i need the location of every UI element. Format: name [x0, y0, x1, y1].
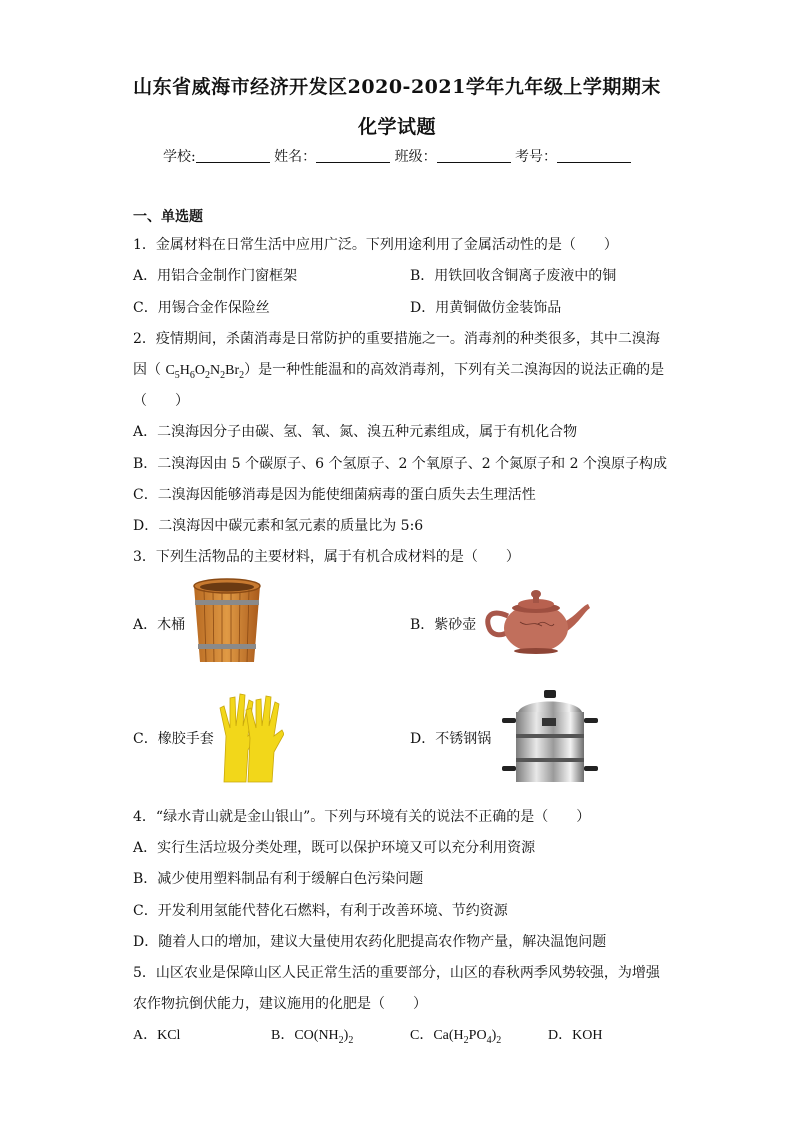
q1-option-a: A．用铝合金制作门窗框架 [133, 268, 298, 284]
q1-stem: 1．金属材料在日常生活中应用广泛。下列用途利用了金属活动性的是（ ） [133, 237, 618, 253]
q5-option-c: C．$Ca(H_2PO_4)_2$ [410, 1028, 502, 1046]
q3-option-a: A．木桶 [133, 617, 186, 633]
q4-option-a: A．实行生活垃圾分类处理，既可以保护环境又可以充分利用资源 [133, 840, 536, 856]
class-blank[interactable] [437, 148, 511, 163]
q4-stem: 4．“绿水青山就是金山银山”。下列与环境有关的说法不正确的是（ ） [133, 809, 591, 825]
q2-option-c: C．二溴海因能够消毒是因为能使细菌病毒的蛋白质失去生理活性 [133, 487, 536, 503]
student-info-row [0, 146, 794, 166]
q3-option-d: D．不锈钢锅 [410, 731, 492, 747]
q4-option-d: D．随着人口的增加，建议大量使用农药化肥提高农作物产量，解决温饱问题 [133, 934, 607, 950]
q1-option-c: C．用锡合金作保险丝 [133, 300, 270, 316]
q3-option-b: B．紫砂壶 [410, 617, 477, 633]
q2-stem-pre: 因（ [133, 362, 166, 378]
q2-option-b: B．二溴海因由 5 个碳原子、6 个氢原子、2 个氧原子、2 个氮原子和 2 个溴原子构成 [133, 456, 667, 472]
q2-stem-line-3: （ ） [133, 393, 189, 409]
school-label: 学校: [162, 149, 196, 165]
q4-option-b: B．减少使用塑料制品有利于缓解白色污染问题 [133, 871, 424, 887]
section-heading: 一、单选题 [133, 209, 203, 225]
q2-option-a: A．二溴海因分子由碳、氢、氧、氮、溴五种元素组成，属于有机化合物 [133, 424, 578, 440]
q4-option-c: C．开发利用氢能代替化石燃料，有利于改善环境、节约资源 [133, 903, 508, 919]
q5-option-a: A．KCl [133, 1028, 181, 1043]
q3-stem: 3．下列生活物品的主要材料，属于有机合成材料的是（ ） [133, 549, 520, 565]
school-blank[interactable] [196, 148, 270, 163]
q1-option-d: D．用黄铜做仿金装饰品 [410, 300, 562, 316]
q5-option-d: D．KOH [548, 1028, 603, 1043]
wooden-bucket-image [190, 576, 264, 666]
q2-stem-line-1: 2．疫情期间，杀菌消毒是日常防护的重要措施之一。消毒剂的种类很多，其中二溴海 [133, 331, 660, 347]
q5-option-b: B．$CO(NH_2)_2$ [271, 1028, 354, 1046]
q2-option-d: D．二溴海因中碳元素和氢元素的质量比为 5:6 [133, 518, 424, 534]
teapot-image [480, 578, 592, 658]
name-blank[interactable] [316, 148, 390, 163]
q1-option-b: B．用铁回收含铜离子废液中的铜 [410, 268, 617, 284]
q5-stem-line-2: 农作物抗倒伏能力，建议施用的化肥是（ ） [133, 996, 427, 1012]
class-label: 班级： [394, 149, 437, 165]
steel-pot-image [498, 688, 602, 786]
exam-no-label: 考号： [515, 149, 558, 165]
name-label: 姓名： [274, 149, 317, 165]
q3-option-c: C．橡胶手套 [133, 731, 214, 747]
q5-stem-line-1: 5．山区农业是保障山区人民正常生活的重要部分，山区的春秋两季风势较强，为增强 [133, 965, 660, 981]
title-line-1: 山东省威海市经济开发区2020-2021学年九年级上学期期末 [133, 76, 661, 98]
q2-stem-post: ）是一种性能温和的高效消毒剂，下列有关二溴海因的说法正确的是 [244, 362, 665, 378]
rubber-gloves-image [216, 688, 284, 786]
q2-formula: $C_5H_6O_2N_2Br_2$ [165, 363, 245, 381]
exam-no-blank[interactable] [557, 148, 631, 163]
title-line-2: 化学试题 [357, 116, 436, 138]
q2-stem-line-2 [133, 359, 664, 381]
